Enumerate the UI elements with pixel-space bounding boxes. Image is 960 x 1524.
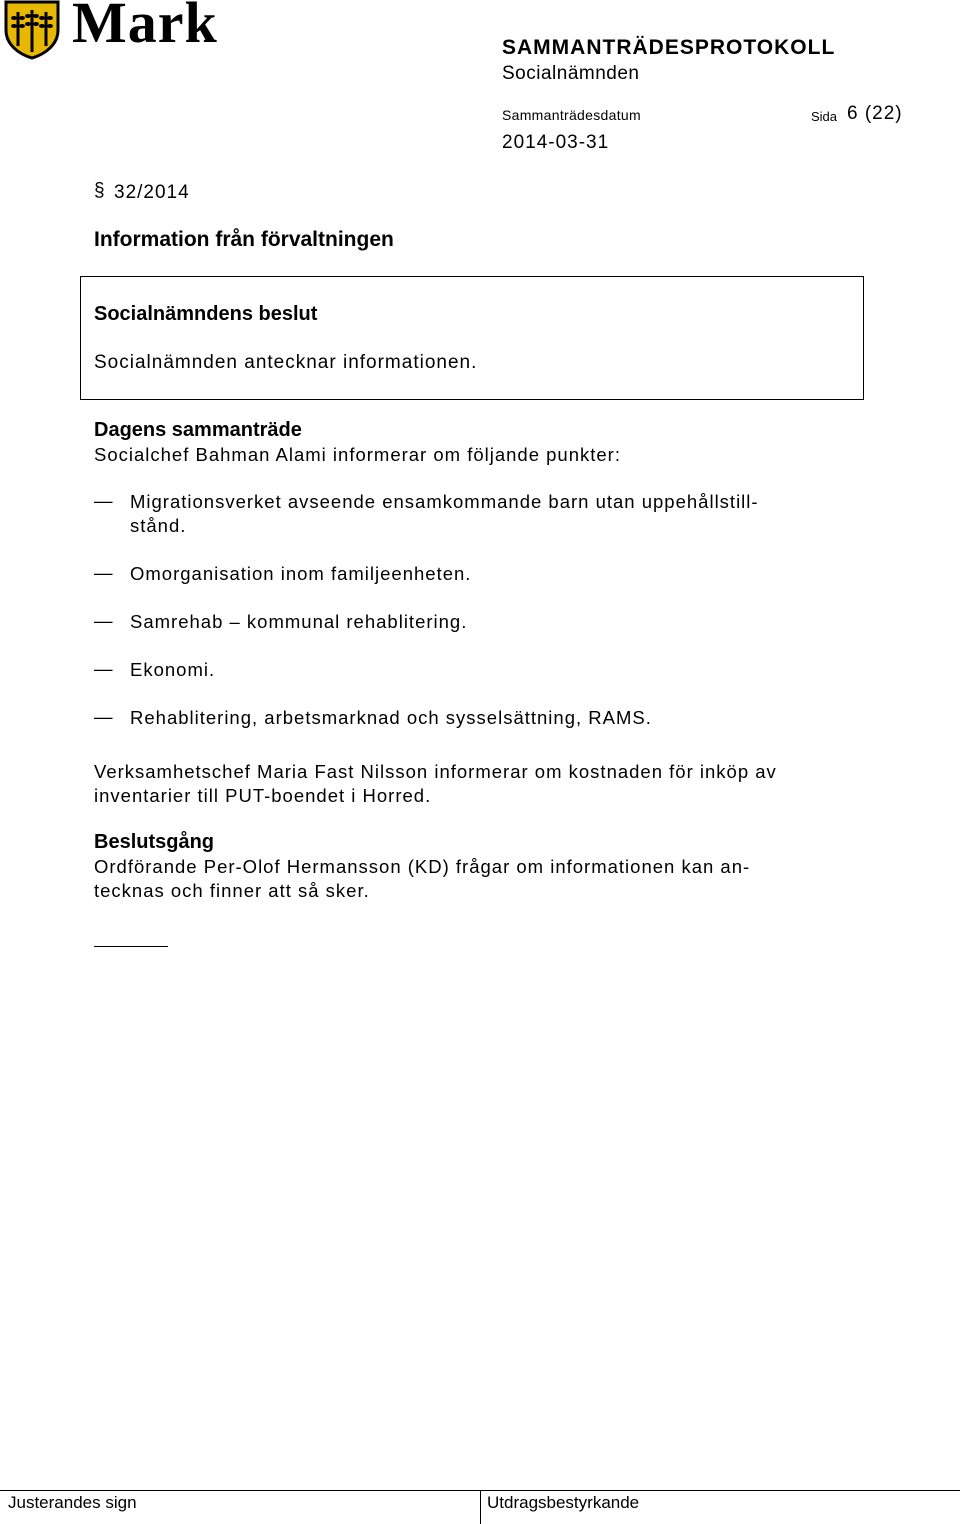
paragraph-number: 32/2014 [114, 182, 190, 203]
list-item-dash: — [94, 658, 113, 679]
process-line: Ordförande Per-Olof Hermansson (KD) frågar om informationen kan an- [94, 856, 751, 877]
logo-text: Mark [72, 0, 218, 55]
document-type: SAMMANTRÄDESPROTOKOLL [502, 36, 836, 59]
decision-text: Socialnämnden antecknar informationen. [94, 352, 478, 373]
followup-line: Verksamhetschef Maria Fast Nilsson informerar om kostnaden för inköp av [94, 761, 777, 782]
list-item-dash: — [94, 562, 113, 583]
list-item-line: stånd. [130, 515, 187, 536]
paragraph-sign: § [94, 180, 105, 201]
decision-box [80, 276, 864, 400]
footer-justerandes-sign: Justerandes sign [8, 1493, 137, 1512]
page-number: 6 (22) [847, 103, 903, 124]
list-item-dash: — [94, 610, 113, 631]
list-item [130, 490, 830, 538]
page-label: Sida [811, 109, 838, 124]
followup-text [94, 760, 894, 808]
process-line: tecknas och finner att så sker. [94, 880, 370, 901]
list-item: Samrehab – kommunal rehablitering. [130, 611, 468, 632]
footer-utdragsbestyrkande: Utdragsbestyrkande [487, 1493, 640, 1512]
committee-name: Socialnämnden [502, 63, 640, 84]
end-of-section-line [94, 946, 168, 947]
list-item-dash: — [94, 706, 113, 727]
meeting-heading: Dagens sammanträde [94, 419, 302, 441]
list-item-dash: — [94, 490, 113, 511]
process-heading: Beslutsgång [94, 831, 215, 853]
followup-line: inventarier till PUT-boendet i Horred. [94, 785, 432, 806]
list-item-line: Migrationsverket avseende ensamkommande barn utan uppehållstill- [130, 491, 759, 512]
process-text [94, 855, 894, 903]
section-title: Information från förvaltningen [94, 228, 394, 251]
meeting-date: 2014-03-31 [502, 132, 610, 153]
meeting-intro: Socialchef Bahman Alami informerar om följande punkter: [94, 444, 621, 465]
footer-column-divider [480, 1490, 481, 1524]
decision-heading: Socialnämndens beslut [94, 303, 318, 325]
list-item: Ekonomi. [130, 659, 216, 680]
list-item: Rehablitering, arbetsmarknad och sysselsättning, RAMS. [130, 707, 652, 728]
list-item: Omorganisation inom familjeenheten. [130, 563, 472, 584]
coat-of-arms-icon [2, 0, 62, 60]
meeting-date-label: Sammanträdesdatum [502, 107, 641, 123]
